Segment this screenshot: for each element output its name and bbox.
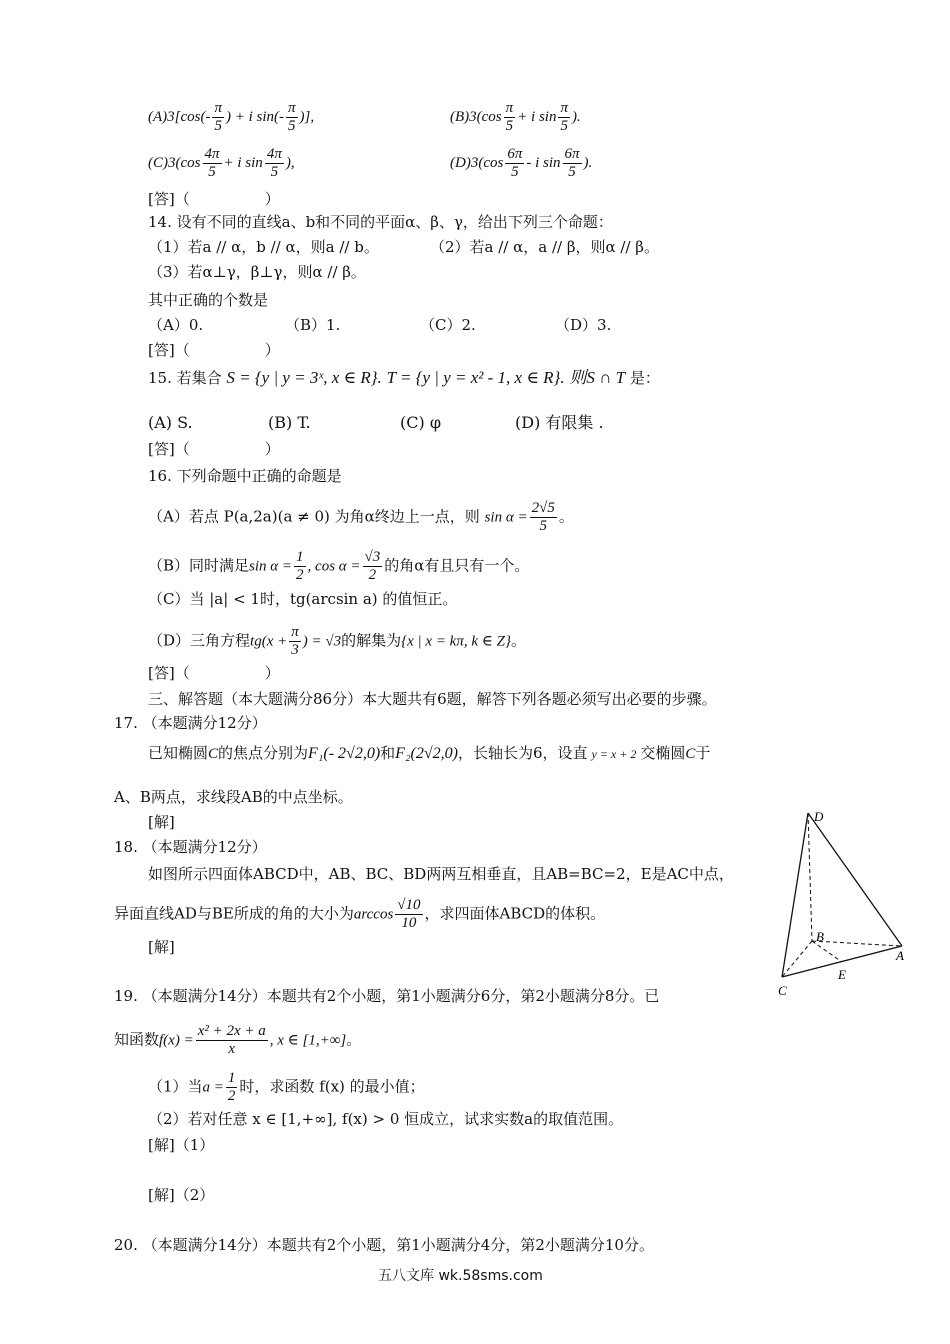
q19-line2-pre: 知函数: [114, 1030, 160, 1049]
q14-stem: 14. 设有不同的直线a、b和不同的平面α、β、γ，给出下列三个命题：: [148, 213, 613, 231]
q16-a-post: 。: [558, 507, 574, 526]
q17-head: 17. （本题满分12分）: [114, 714, 267, 732]
q16-b-post: 的角α有且只有一个。: [384, 556, 530, 575]
q16-option-a: [148, 500, 574, 535]
q16-b-sin-num: 1: [296, 549, 304, 565]
q16-d-eq-post: ) = √3: [302, 633, 342, 650]
q19-p1-post: 时，求函数 f(x) 的最小值；: [239, 1077, 425, 1096]
q16-d-text: （D）三角方程: [148, 631, 251, 650]
q19-num: x² + 2x + a: [197, 1023, 266, 1039]
q18-line2-pre: 异面直线AD与BE所成的角的大小为: [114, 904, 354, 923]
q20-head: 20. （本题满分14分）本题共有2个小题，第1小题满分4分，第2小题满分10分。: [114, 1236, 654, 1254]
q15-stem-pre: 15. 若集合: [148, 369, 222, 387]
q13-option-d: (D)3(cos $\frac{6\pi}{5}$ - i sin $\frac{6\pi}{5}$ ).: [450, 146, 593, 180]
q16-b-cos-den: 2: [368, 567, 377, 583]
q16-a-text: （A）若点 P(a,2a)(a ≠ 0) 为角α终边上一点，则: [148, 507, 480, 526]
q19-p1-pre: （1）当: [148, 1077, 203, 1096]
q19-head: 19. （本题满分14分）本题共有2个小题，第1小题满分6分，第2小题满分8分。已: [114, 987, 660, 1005]
label-b: B: [816, 929, 824, 944]
q14-answer: [答]（ ）: [148, 341, 280, 359]
q17-solve: [解]: [148, 813, 175, 831]
q16-b-sin-den: 2: [296, 567, 304, 583]
q14-prop-1: （1）若a // α，b // α，则a // b。: [148, 238, 379, 256]
label-a: A: [896, 948, 904, 963]
q18-line2-post: ，求四面体ABCD的体积。: [424, 904, 606, 923]
q19-solve-2: [解]（2）: [148, 1186, 215, 1204]
q15-set-t: T = {y | y = x² - 1, x ∈ R}.: [386, 368, 565, 387]
q17-line1-pre: 已知椭圆: [148, 744, 209, 762]
q14-option-d: （D）3.: [555, 316, 612, 334]
edge-db: [808, 813, 812, 941]
q13-option-a: (A)3[cos(- $\frac{\pi}{5}$ ) + i sin(- $\frac{\pi}{5}$ )],: [148, 100, 315, 134]
edge-dc: [782, 813, 808, 977]
q15-answer: [答]（ ）: [148, 440, 280, 458]
q18-solve: [解]: [148, 938, 175, 956]
q19-line2: [114, 1023, 361, 1058]
q17-c2: C: [685, 746, 696, 762]
q17-c1: C: [208, 746, 219, 762]
q19-p1-num: 1: [227, 1070, 236, 1086]
q16-a-den: 5: [539, 518, 547, 534]
q18-line2: [114, 897, 605, 932]
q19-dom: , x ∈ [1,+∞]: [269, 1032, 347, 1049]
q19-p1-a: a =: [202, 1079, 224, 1096]
q16-stem: 16. 下列命题中正确的命题是: [148, 467, 342, 485]
q17-yu: 于: [695, 744, 711, 762]
q13-option-b: (B)3(cos $\frac{\pi}{5}$ + i sin $\frac{\pi}{5}$ ).: [450, 100, 581, 134]
q19-part1: [148, 1070, 425, 1105]
tetrahedron-figure: [770, 805, 920, 1005]
q18-den: 10: [401, 915, 417, 931]
q15-option-a: (A) S.: [148, 413, 193, 432]
q15-intersection: 则S ∩ T: [569, 368, 626, 387]
edge-ba: [812, 941, 902, 946]
q18-head: 18. （本题满分12分）: [114, 838, 267, 856]
q18-arccos: arccos: [353, 906, 394, 923]
q16-d-mid: 的解集为: [341, 631, 402, 650]
q17-and: 和: [380, 744, 396, 762]
q16-d-set: {x | x = kπ, k ∈ Z}: [401, 633, 511, 650]
q15-set-s: S = {y | y = 3ˣ, x ∈ R}.: [226, 368, 382, 387]
q17-f1: F₁(- 2√2,0): [308, 745, 381, 762]
q14-option-c: （C）2.: [420, 316, 476, 334]
q14-option-a: （A）0.: [148, 316, 204, 334]
q16-option-d: [148, 624, 526, 659]
q16-b-cos-num: √3: [364, 549, 381, 565]
q19-den: x: [228, 1041, 236, 1057]
q16-a-num: 2√5: [531, 500, 555, 516]
q16-d-num: π: [291, 624, 299, 640]
q16-d-eq-pre: tg(x +: [250, 633, 288, 650]
q14-prop-3: （3）若α⊥γ，β⊥γ，则α // β。: [148, 263, 366, 281]
q13-option-c: (C)3(cos $\frac{4\pi}{5}$ + i sin $\frac{4\pi}{5}$ ),: [148, 146, 295, 180]
q16-b-cos: , cos α =: [307, 558, 361, 575]
section-3-heading: 三、解答题（本大题满分86分）本大题共有6题，解答下列各题必须写出必要的步骤。: [148, 690, 717, 708]
q15-option-d: (D) 有限集 .: [515, 413, 604, 432]
q16-d-post: 。: [510, 631, 526, 650]
q16-option-c: （C）当 |a| < 1时，tg(arcsin a) 的值恒正。: [148, 590, 458, 608]
q14-prop-2: （2）若a // α，a // β，则α // β。: [430, 238, 659, 256]
q19-p1-den: 2: [227, 1088, 236, 1104]
q15-stem-post: 是：: [629, 369, 660, 387]
q17-line2: A、B两点，求线段AB的中点坐标。: [114, 788, 353, 806]
q13-answer: [答]（ ）: [148, 190, 280, 208]
q18-line1: 如图所示四面体ABCD中，AB、BC、BD两两互相垂直，且AB=BC=2，E是AC中点，: [148, 865, 734, 883]
q19-solve-1: [解]（1）: [148, 1136, 215, 1154]
label-d: D: [814, 809, 824, 824]
q15-option-b: (B) T.: [268, 413, 311, 432]
label-e: E: [838, 967, 846, 982]
q16-d-den: 3: [291, 642, 299, 658]
label-c: C: [778, 983, 787, 998]
q19-part2: （2）若对任意 x ∈ [1,+∞], f(x) > 0 恒成立，试求实数a的取值范围。: [148, 1110, 624, 1128]
q14-option-b: （B）1.: [285, 316, 341, 334]
q18-num: √10: [397, 897, 421, 913]
q15-stem: [148, 368, 660, 388]
edge-da: [808, 813, 902, 946]
q19-fx: f(x) =: [159, 1032, 194, 1049]
q19-line2-post: 。: [346, 1030, 362, 1049]
q17-line1-end: 交椭圆: [640, 744, 686, 762]
q14-question: 其中正确的个数是: [148, 291, 269, 309]
q17-line1-post: ，长轴长为6，设直: [457, 744, 588, 762]
q16-a-lhs: sin α =: [484, 509, 528, 526]
edge-be: [812, 941, 842, 962]
footer-watermark: 五八文库 wk.58sms.com: [378, 1268, 543, 1284]
q16-option-b: [148, 549, 529, 584]
q17-f2: F₂(2√2,0): [395, 745, 458, 762]
q15-option-c: (C) φ: [400, 413, 442, 432]
q17-line1-mid: 的焦点分别为: [218, 744, 309, 762]
q16-b-sin: sin α =: [249, 558, 293, 575]
q16-answer: [答]（ ）: [148, 664, 280, 682]
q17-line-eq: y = x + 2: [591, 747, 637, 761]
q17-line1: [148, 743, 710, 764]
q16-b-text: （B）同时满足: [148, 556, 250, 575]
